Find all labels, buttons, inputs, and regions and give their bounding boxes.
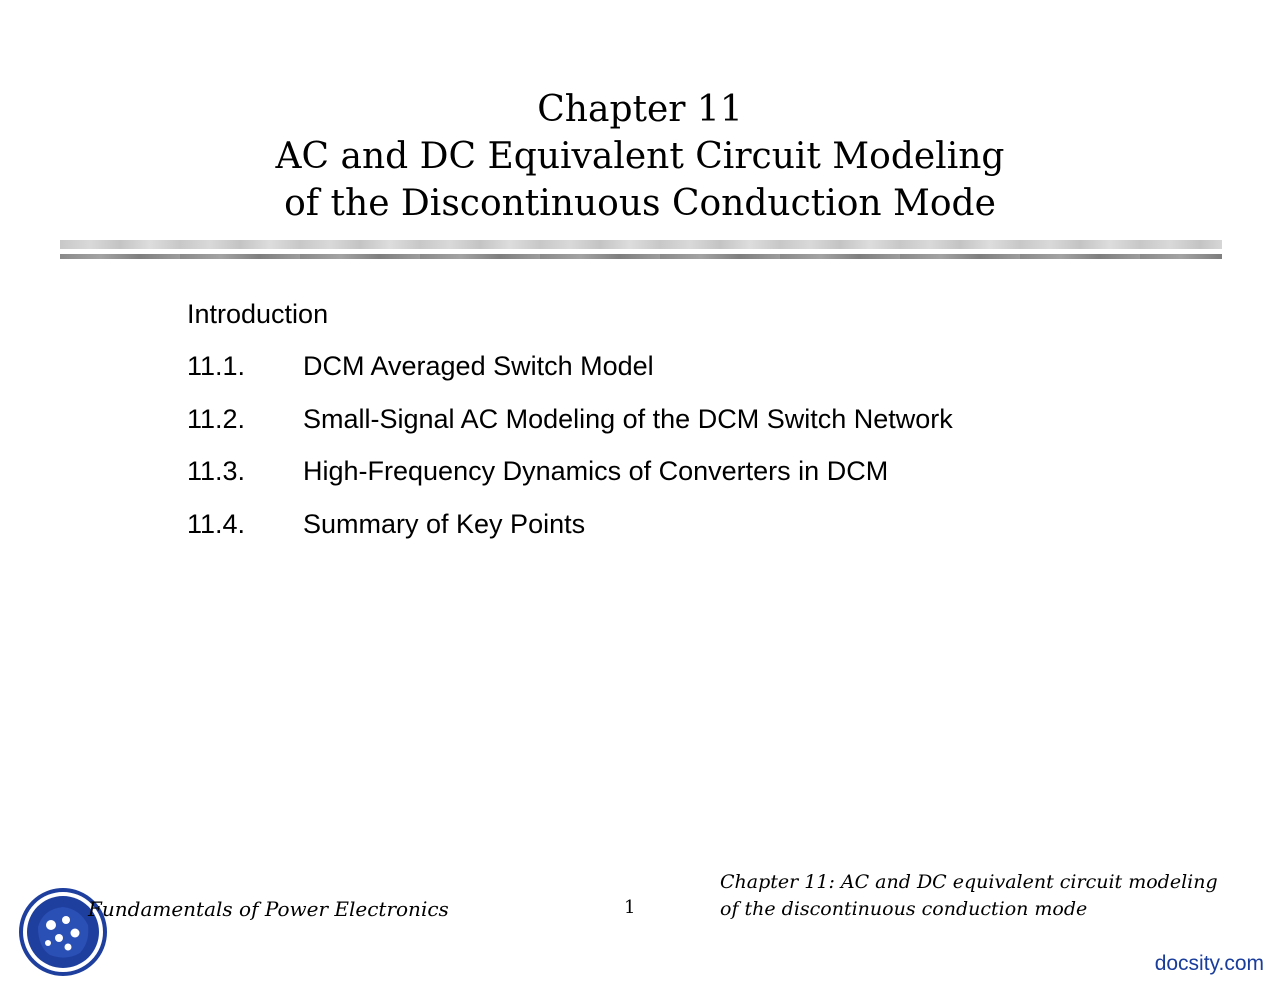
page-number: 1 <box>624 897 636 918</box>
toc-item-number: 11.2. <box>187 403 246 434</box>
toc-item-title: Summary of Key Points <box>303 508 586 539</box>
toc-introduction: Introduction <box>187 299 329 329</box>
toc-item <box>187 346 953 399</box>
toc-item <box>187 451 953 504</box>
table-of-contents <box>187 294 953 556</box>
toc-item <box>187 399 953 452</box>
toc-item-number: 11.1. <box>187 351 246 381</box>
title-divider-upper <box>60 240 1222 249</box>
docsity-watermark-link[interactable]: docsity.com <box>1154 952 1264 975</box>
chapter-title-line-2: of the Discontinuous Conduction Mode <box>284 183 996 224</box>
chapter-running-title <box>720 869 1218 923</box>
toc-item-number: 11.4. <box>187 508 246 539</box>
title-divider-lower <box>60 254 1222 259</box>
toc-item-number: 11.3. <box>187 456 246 486</box>
chapter-title <box>0 86 1280 227</box>
chapter-title-line-1: AC and DC Equivalent Circuit Modeling <box>275 136 1005 177</box>
chapter-number: Chapter 11 <box>537 89 743 130</box>
chapter-running-title-line-1: Chapter 11: AC and DC equivalent circuit modeling <box>720 871 1218 893</box>
chapter-running-title-line-2: of the discontinuous conduction mode <box>720 898 1088 920</box>
toc-item-title: High-Frequency Dynamics of Converters in DCM <box>303 456 889 486</box>
toc-item-title: Small-Signal AC Modeling of the DCM Switch Network <box>303 403 953 434</box>
toc-item <box>187 504 953 557</box>
book-title: Fundamentals of Power Electronics <box>88 897 449 921</box>
toc-item-title: DCM Averaged Switch Model <box>303 351 654 381</box>
